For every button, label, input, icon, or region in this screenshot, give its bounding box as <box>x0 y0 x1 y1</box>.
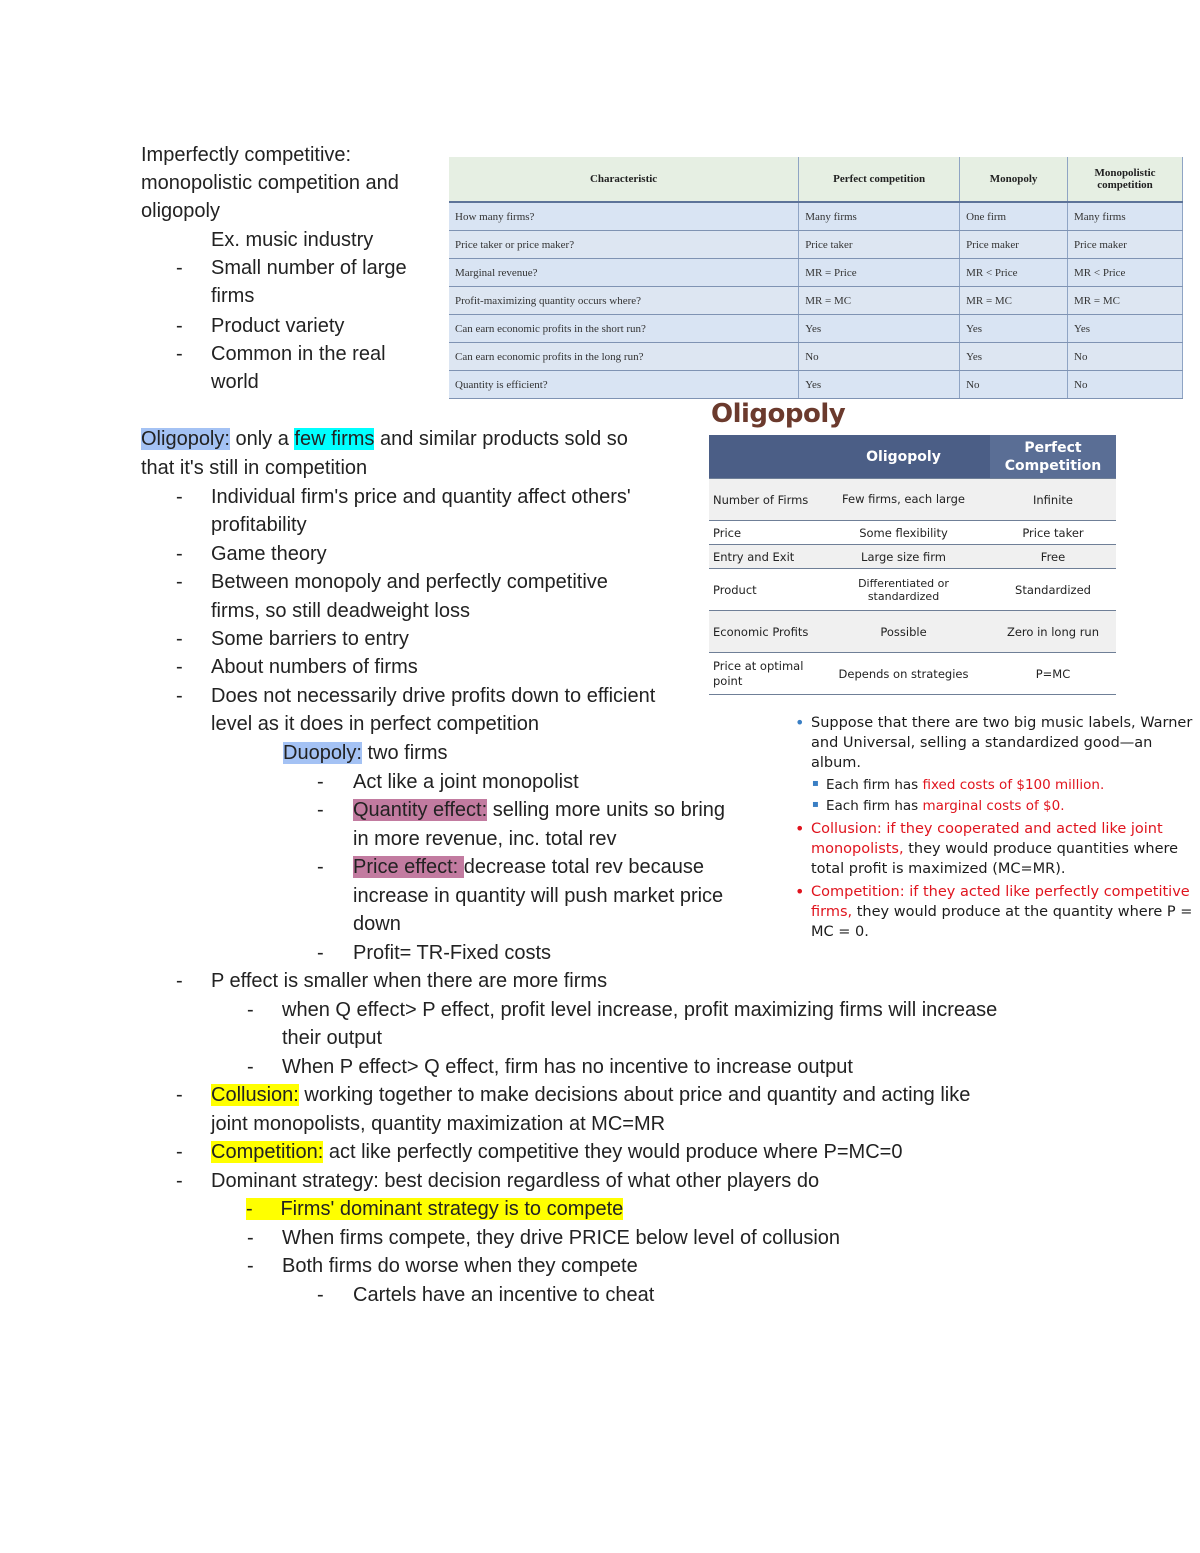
slide-bullet-2 <box>795 819 1200 879</box>
duopoly-label: Duopoly: <box>283 742 362 764</box>
bullet-dash: - <box>247 1056 254 1078</box>
slide-bullet-3 <box>795 882 1200 942</box>
table-cell: No <box>1068 343 1183 371</box>
slide-sub-2-red: marginal costs of $0. <box>922 798 1065 814</box>
duopoly-line <box>283 739 448 767</box>
table-row <box>449 343 1183 371</box>
collusion-line-1 <box>211 1081 970 1109</box>
intro-bullet-2: Product variety <box>211 315 345 337</box>
table-cell: Large size firm <box>817 545 990 569</box>
table-cell: Price taker <box>990 521 1116 545</box>
oligopoly-line-1 <box>141 425 628 453</box>
oligopoly-text-a: only a <box>229 428 295 450</box>
table-cell: MR < Price <box>960 259 1068 287</box>
table-row <box>709 611 1116 653</box>
competition-text: act like perfectly competitive they would produce where P=MC=0 <box>323 1141 903 1163</box>
bullet-dash: - <box>246 1198 253 1220</box>
table-cell: Price taker <box>799 231 960 259</box>
table-row <box>449 231 1183 259</box>
table-row <box>709 569 1116 611</box>
slide-bullet-3-text: they would produce at the quantity where P = MC = 0. <box>811 904 1193 940</box>
table-header-row <box>709 435 1116 479</box>
intro-line-2: monopolistic competition and <box>141 172 399 194</box>
quantity-effect-text: selling more units so bring <box>487 799 726 821</box>
bullet-dash: - <box>176 656 183 678</box>
p-effect-sub-1a: when Q effect> P effect, profit level increase, profit maximizing firms will increase <box>282 999 998 1021</box>
table-header-cell: Perfect Competition <box>990 435 1116 479</box>
table-header-cell <box>709 435 817 479</box>
table-row <box>449 259 1183 287</box>
few-firms-highlight: few firms <box>294 428 375 450</box>
table-cell: Yes <box>799 315 960 343</box>
oligopoly-bullet-2: Game theory <box>211 543 327 565</box>
price-effect-text: decrease total rev because <box>463 856 704 878</box>
table-cell: P=MC <box>990 653 1116 695</box>
table-cell: Can earn economic profits in the short run? <box>449 315 799 343</box>
table-cell: Zero in long run <box>990 611 1116 653</box>
oligopoly-bullet-6b: level as it does in perfect competition <box>211 713 539 735</box>
dominant-strategy-main: Dominant strategy: best decision regardless of what other players do <box>211 1170 820 1192</box>
oligopoly-label: Oligopoly: <box>141 428 230 450</box>
table-row <box>449 202 1183 231</box>
quantity-effect-line-1 <box>353 796 725 824</box>
table-cell: No <box>799 343 960 371</box>
table-cell: Entry and Exit <box>709 545 817 569</box>
bullet-dot-icon: • <box>795 819 805 838</box>
table-row <box>709 521 1116 545</box>
quantity-effect-label: Quantity effect: <box>353 799 488 821</box>
bullet-dash: - <box>176 685 183 707</box>
collusion-label: Collusion: <box>211 1084 299 1106</box>
bullet-dash: - <box>176 1084 183 1106</box>
bullet-dash: - <box>317 1284 324 1306</box>
price-effect-label: Price effect: <box>353 856 464 878</box>
table-cell: Price maker <box>960 231 1068 259</box>
table-cell: Price maker <box>1068 231 1183 259</box>
table-cell: Differentiated or standardized <box>817 569 990 611</box>
table-header-cell: Perfect competition <box>799 157 960 202</box>
table-cell: Yes <box>1068 315 1183 343</box>
table-cell: Possible <box>817 611 990 653</box>
slide-bullet-2-text: they would produce quantities where total profit is maximized (MC=MR). <box>811 841 1179 877</box>
table-header-cell: Characteristic <box>449 157 799 202</box>
table-cell: Few firms, each large <box>817 479 990 521</box>
intro-bullet-3b: world <box>211 371 259 393</box>
slide-sub-bullet-2 <box>795 796 1200 816</box>
dominant-compete-text: Firms' dominant strategy is to compete <box>280 1198 624 1220</box>
oligopoly-bullet-4: Some barriers to entry <box>211 628 409 650</box>
table-cell: Standardized <box>990 569 1116 611</box>
collusion-text: working together to make decisions about price and quantity and acting like <box>298 1084 971 1106</box>
oligopoly-bullet-6a: Does not necessarily drive profits down to efficient <box>211 685 656 707</box>
collusion-line-2: joint monopolists, quantity maximization at MC=MR <box>211 1113 666 1135</box>
table-row <box>709 545 1116 569</box>
oligopoly-line-2: that it's still in competition <box>141 457 368 479</box>
bullet-dash: - <box>176 343 183 365</box>
intro-line-3: oligopoly <box>141 200 220 222</box>
slide-sub-2-pre: Each firm has <box>826 798 923 814</box>
duopoly-sub-1: Act like a joint monopolist <box>353 771 579 793</box>
slide-sub-1-red: fixed costs of $100 million. <box>922 777 1105 793</box>
competition-label: Competition: <box>211 1141 324 1163</box>
bullet-dot-icon: • <box>795 713 805 732</box>
table-row <box>449 287 1183 315</box>
dominant-strategy-sub-4: Cartels have an incentive to cheat <box>353 1284 655 1306</box>
bullet-dot-icon: ▪ <box>812 778 819 789</box>
oligopoly-bullet-1a: Individual firm's price and quantity affect others' <box>211 486 631 508</box>
table-cell: Marginal revenue? <box>449 259 799 287</box>
table-cell: Yes <box>960 343 1068 371</box>
price-effect-line-2: increase in quantity will push market price <box>353 885 724 907</box>
bullet-dash: - <box>176 543 183 565</box>
table-cell: MR < Price <box>1068 259 1183 287</box>
intro-bullet-1b: firms <box>211 285 255 307</box>
bullet-dash: - <box>317 942 324 964</box>
duopoly-text: two firms <box>361 742 448 764</box>
oligopoly-bullet-3b: firms, so still deadweight loss <box>211 600 470 622</box>
table-cell: One firm <box>960 202 1068 231</box>
table-cell: MR = MC <box>799 287 960 315</box>
quantity-effect-line-2: in more revenue, inc. total rev <box>353 828 617 850</box>
profit-line: Profit= TR-Fixed costs <box>353 942 552 964</box>
table-header-cell: Oligopoly <box>817 435 990 479</box>
bullet-dash: - <box>176 970 183 992</box>
table-cell: Infinite <box>990 479 1116 521</box>
bullet-dash: - <box>176 486 183 508</box>
oligopoly-text-b: and similar products sold so <box>374 428 628 450</box>
price-effect-line-1 <box>353 853 704 881</box>
table-cell: Number of Firms <box>709 479 817 521</box>
table-cell: Price <box>709 521 817 545</box>
slide-bullet-3-red: Competition: if they acted like perfectly competitive firms, <box>811 884 1190 920</box>
oligopoly-comparison-table <box>709 435 1116 695</box>
p-effect-sub-2: When P effect> Q effect, firm has no incentive to increase output <box>282 1056 853 1078</box>
slide-sub-1-pre: Each firm has <box>826 777 923 793</box>
bullet-dot-icon: • <box>795 882 805 901</box>
bullet-dash: - <box>176 1141 183 1163</box>
table-cell: How many firms? <box>449 202 799 231</box>
table-cell: Profit-maximizing quantity occurs where? <box>449 287 799 315</box>
oligopoly-bullet-1b: profitability <box>211 514 307 536</box>
intro-example: Ex. music industry <box>211 229 374 251</box>
table-cell: Economic Profits <box>709 611 817 653</box>
bullet-dash: - <box>317 856 324 878</box>
slide-bullet-2-red: Collusion: if they cooperated and acted like joint monopolists, <box>811 821 1163 857</box>
table-cell: Many firms <box>799 202 960 231</box>
slide-bullet-1 <box>795 713 1200 773</box>
table-cell: Depends on strategies <box>817 653 990 695</box>
intro-bullet-3a: Common in the real <box>211 343 386 365</box>
bullet-dash: - <box>176 315 183 337</box>
table-cell: Many firms <box>1068 202 1183 231</box>
slide-bullets <box>795 713 1200 942</box>
oligopoly-bullet-5: About numbers of firms <box>211 656 418 678</box>
table-header-cell: Monopoly <box>960 157 1068 202</box>
table-cell: No <box>1068 371 1183 399</box>
table-cell: Yes <box>960 315 1068 343</box>
intro-line-1: Imperfectly competitive: <box>141 144 352 166</box>
p-effect-main: P effect is smaller when there are more firms <box>211 970 608 992</box>
table-cell: Price at optimal point <box>709 653 817 695</box>
table-cell: MR = MC <box>1068 287 1183 315</box>
table-header-cell: Monopolistic competition <box>1068 157 1183 202</box>
dominant-strategy-sub-1 <box>246 1195 623 1223</box>
table-header-row <box>449 157 1183 202</box>
bullet-dash: - <box>176 571 183 593</box>
table-row <box>449 315 1183 343</box>
dominant-strategy-sub-2: When firms compete, they drive PRICE below level of collusion <box>282 1227 841 1249</box>
intro-bullet-1a: Small number of large <box>211 257 407 279</box>
bullet-dash: - <box>176 628 183 650</box>
bullet-dash: - <box>176 257 183 279</box>
bullet-dash: - <box>317 771 324 793</box>
bullet-dash: - <box>247 999 254 1021</box>
slide-sub-bullet-1 <box>795 775 1200 795</box>
table-row <box>449 371 1183 399</box>
table-cell: Product <box>709 569 817 611</box>
price-effect-line-3: down <box>353 913 401 935</box>
table-cell: MR = Price <box>799 259 960 287</box>
bullet-dash: - <box>247 1255 254 1277</box>
bullet-dot-icon: ▪ <box>812 799 819 810</box>
oligopoly-bullet-3a: Between monopoly and perfectly competitive <box>211 571 608 593</box>
dominant-highlight <box>246 1198 623 1220</box>
p-effect-sub-1b: their output <box>282 1027 383 1049</box>
table-row <box>709 653 1116 695</box>
table-cell: No <box>960 371 1068 399</box>
bullet-dash: - <box>247 1227 254 1249</box>
table-cell: MR = MC <box>960 287 1068 315</box>
oligopoly-table-title: Oligopoly <box>711 399 846 429</box>
table-cell: Price taker or price maker? <box>449 231 799 259</box>
bullet-dash: - <box>317 799 324 821</box>
dominant-strategy-sub-3: Both firms do worse when they compete <box>282 1255 638 1277</box>
market-structure-table <box>449 157 1183 399</box>
slide-bullet-1-text: Suppose that there are two big music labels, Warner and Universal, selling a standardized good—an album. <box>811 715 1193 771</box>
bullet-dash: - <box>176 1170 183 1192</box>
table-cell: Yes <box>799 371 960 399</box>
table-cell: Can earn economic profits in the long run? <box>449 343 799 371</box>
table-cell: Some flexibility <box>817 521 990 545</box>
table-cell: Free <box>990 545 1116 569</box>
competition-line <box>211 1138 902 1166</box>
table-cell: Quantity is efficient? <box>449 371 799 399</box>
table-row <box>709 479 1116 521</box>
